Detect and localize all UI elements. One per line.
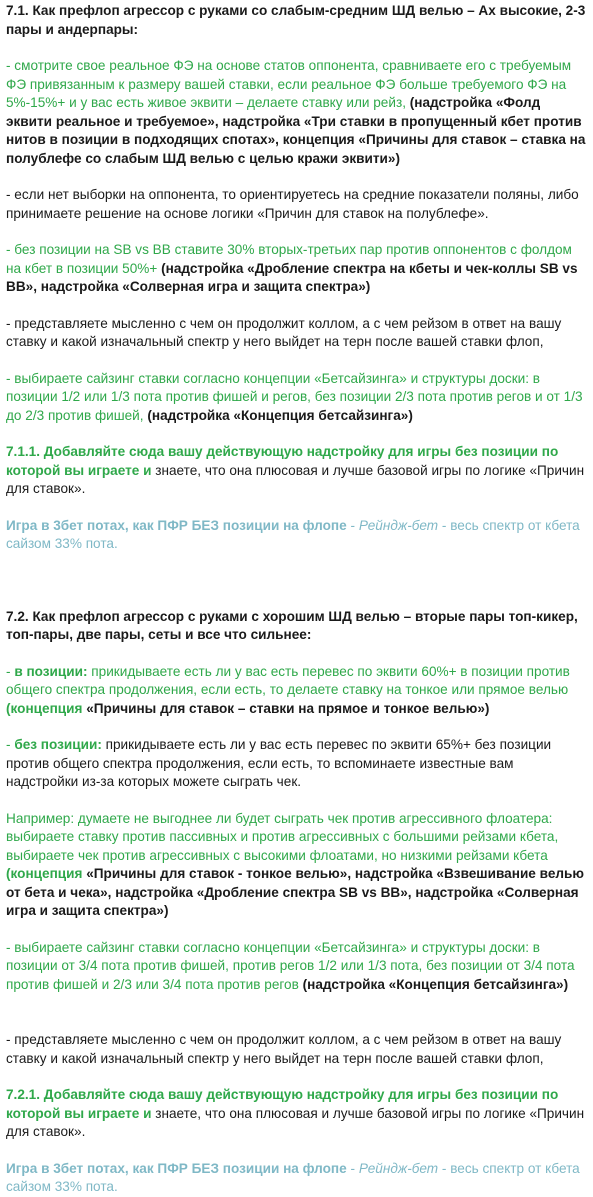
s2-foot-title: Игра в 3бет потах, как ПФР БЕЗ позиции на флопе — [6, 1160, 347, 1176]
s1-p5-text: - выбираете сайзинг ставки согласно концепции «Бетсайзинга» и структуры доски: в позиции 1/2 или 1/3 пота против фишей и регов, без позиции 2/3 пота против регов и от 1/3 до 2/3 против фишей, — [6, 370, 583, 423]
s2-p1-label: в позиции: — [14, 663, 88, 679]
s2-p1-dash: - — [6, 663, 15, 679]
s1-p1-note: (надстройка «Фолд эквити реальное и требуемое», надстройка «Три ставки в пропущенный кбет против нитов в позиции в подходящих спотах», концепция «Причины для ставок – ставка на полублефе со слабым ШД велью с целью кражи эквити») — [6, 95, 586, 166]
s2-paragraph-1 — [6, 663, 587, 719]
section-7-1-heading: 7.1. Как префлоп агрессор с руками со слабым-средним ШД велью – Ах высокие, 2-3 пары и андерпары: — [6, 3, 586, 37]
s2-p2-dash: - — [6, 737, 15, 752]
s1-paragraph-4: - представляете мысленно с чем он продолжит коллом, а с чем рейзом в ответ на вашу ставку и какой изначальный спектр у него выйдет на терн после вашей ставки флоп, — [6, 315, 562, 349]
s2-paragraph-5: - представляете мысленно с чем он продолжит коллом, а с чем рейзом в ответ на вашу ставку и какой изначальный спектр у него выйдет на терн после вашей ставки флоп, — [6, 1032, 562, 1066]
s2-sub-lead: 7.2.1. Добавляйте сюда вашу действующую надстройку для игры без позиции по которой вы играете и — [6, 1087, 559, 1121]
s2-p2-label: без позиции: — [14, 737, 102, 752]
s2-p1-text: прикидываете есть ли у вас есть перевес по эквити 60%+ в позиции против общего спектра продолжения, если есть, то делаете ставку на тонкое или прямое велью — [6, 663, 570, 697]
s1-p3-text: - без позиции на SB vs BB ставите 30% вторых-третьих пар против оппонентов с фолдом на кбет в позиции 50%+ — [6, 242, 572, 276]
s2-p4-text: - выбираете сайзинг ставки согласно концепции «Бетсайзинга» и структуры доски: в позиции от 3/4 пота против фишей, против регов 1/2 или 1/3 пота, без позиции от 3/4 пота против фишей и 2/3 или 3/4 пота против регов — [6, 939, 575, 992]
s2-paragraph-4 — [6, 939, 587, 995]
s2-p3-concept: (концепция — [6, 866, 83, 881]
s2-subsection-7-2-1 — [6, 1086, 587, 1142]
s2-p1-concept: (концепция — [6, 700, 83, 716]
s2-p1-note: «Причины для ставок – ставки на прямое и тонкое велью») — [82, 700, 490, 716]
s1-paragraph-2: - если нет выборки на оппонента, то ориентируетесь на средние показатели поляны, либо принимаете решение на основе логики «Причин для ставок на полублефе». — [6, 187, 579, 221]
s1-foot-sep: - — [346, 517, 359, 533]
s2-p3-text: Например: думаете не выгоднее ли будет сыграть чек против агрессивного флоатера: выбираете ставку против пассивных и против агрессивных с большими рейзами кбета, выбираете чек против агрессивных с высокими флоатами, но низкими рейзами кбета — [6, 810, 559, 863]
s1-p5-note: (надстройка «Концепция бетсайзинга») — [147, 407, 413, 423]
s1-p3-note: (надстройка «Дробление спектра на кбеты и чек-коллы SB vs BB», надстройка «Солверная игра и защита спектра») — [6, 260, 578, 294]
s2-p4-note: (надстройка «Концепция бетсайзинга») — [302, 976, 569, 992]
s1-p1-text: - смотрите свое реальное ФЭ на основе статов оппонента, сравниваете его с требуемым ФЭ привязанным к размеру вашей ставки, если реальное ФЭ больше требуемого ФЭ на 5%-15%+ и у вас есть живое эквити – делаете ставку или рейз, — [6, 58, 572, 110]
s2-footnote — [6, 1160, 587, 1197]
s2-foot-sep: - — [346, 1160, 359, 1176]
s1-footnote — [6, 517, 587, 554]
s1-sub-rest: знаете, что она плюсовая и лучше базовой игры по логике «Причин для ставок». — [6, 462, 585, 496]
section-7-2-heading: 7.2. Как префлоп агрессор с руками с хорошим ШД велью – вторые пары топ-кикер, топ-пары, две пары, сеты и все что сильнее: — [6, 608, 578, 642]
s2-paragraph-3 — [6, 810, 587, 921]
s1-paragraph-3 — [6, 241, 587, 297]
s2-paragraph-2 — [6, 736, 587, 792]
s2-sub-rest: знаете, что она плюсовая и лучше базовой игры по логике «Причин для ставок». — [6, 1105, 585, 1139]
s1-foot-range-bet: Рейндж-бет — [358, 517, 439, 533]
s1-foot-rest: - весь спектр от кбета сайзом 33% пота. — [6, 517, 580, 551]
s2-p2-text: прикидываете есть ли у вас есть перевес по эквити 65%+ без позиции против общего спектра продолжения, если есть, то вспоминаете известные вам надстройки из-за которых можете сыграть чек. — [6, 737, 552, 789]
s1-sub-lead: 7.1.1. Добавляйте сюда вашу действующую надстройку для игры без позиции по которой вы играете и — [6, 444, 559, 478]
s1-subsection-7-1-1 — [6, 443, 587, 499]
s2-foot-range-bet: Рейндж-бет — [358, 1160, 439, 1176]
s1-paragraph-5 — [6, 370, 587, 426]
s2-p3-note: «Причины для ставок - тонкое велью», надстройка «Взвешивание велью от бета и чека», надстройка «Дробление спектра SB vs BB», надстройка «Солверная игра и защита спектра») — [6, 866, 584, 918]
s1-foot-title: Игра в 3бет потах, как ПФР БЕЗ позиции на флопе — [6, 517, 347, 533]
s1-paragraph-1 — [6, 57, 587, 168]
s2-foot-rest: - весь спектр от кбета сайзом 33% пота. — [6, 1160, 580, 1194]
